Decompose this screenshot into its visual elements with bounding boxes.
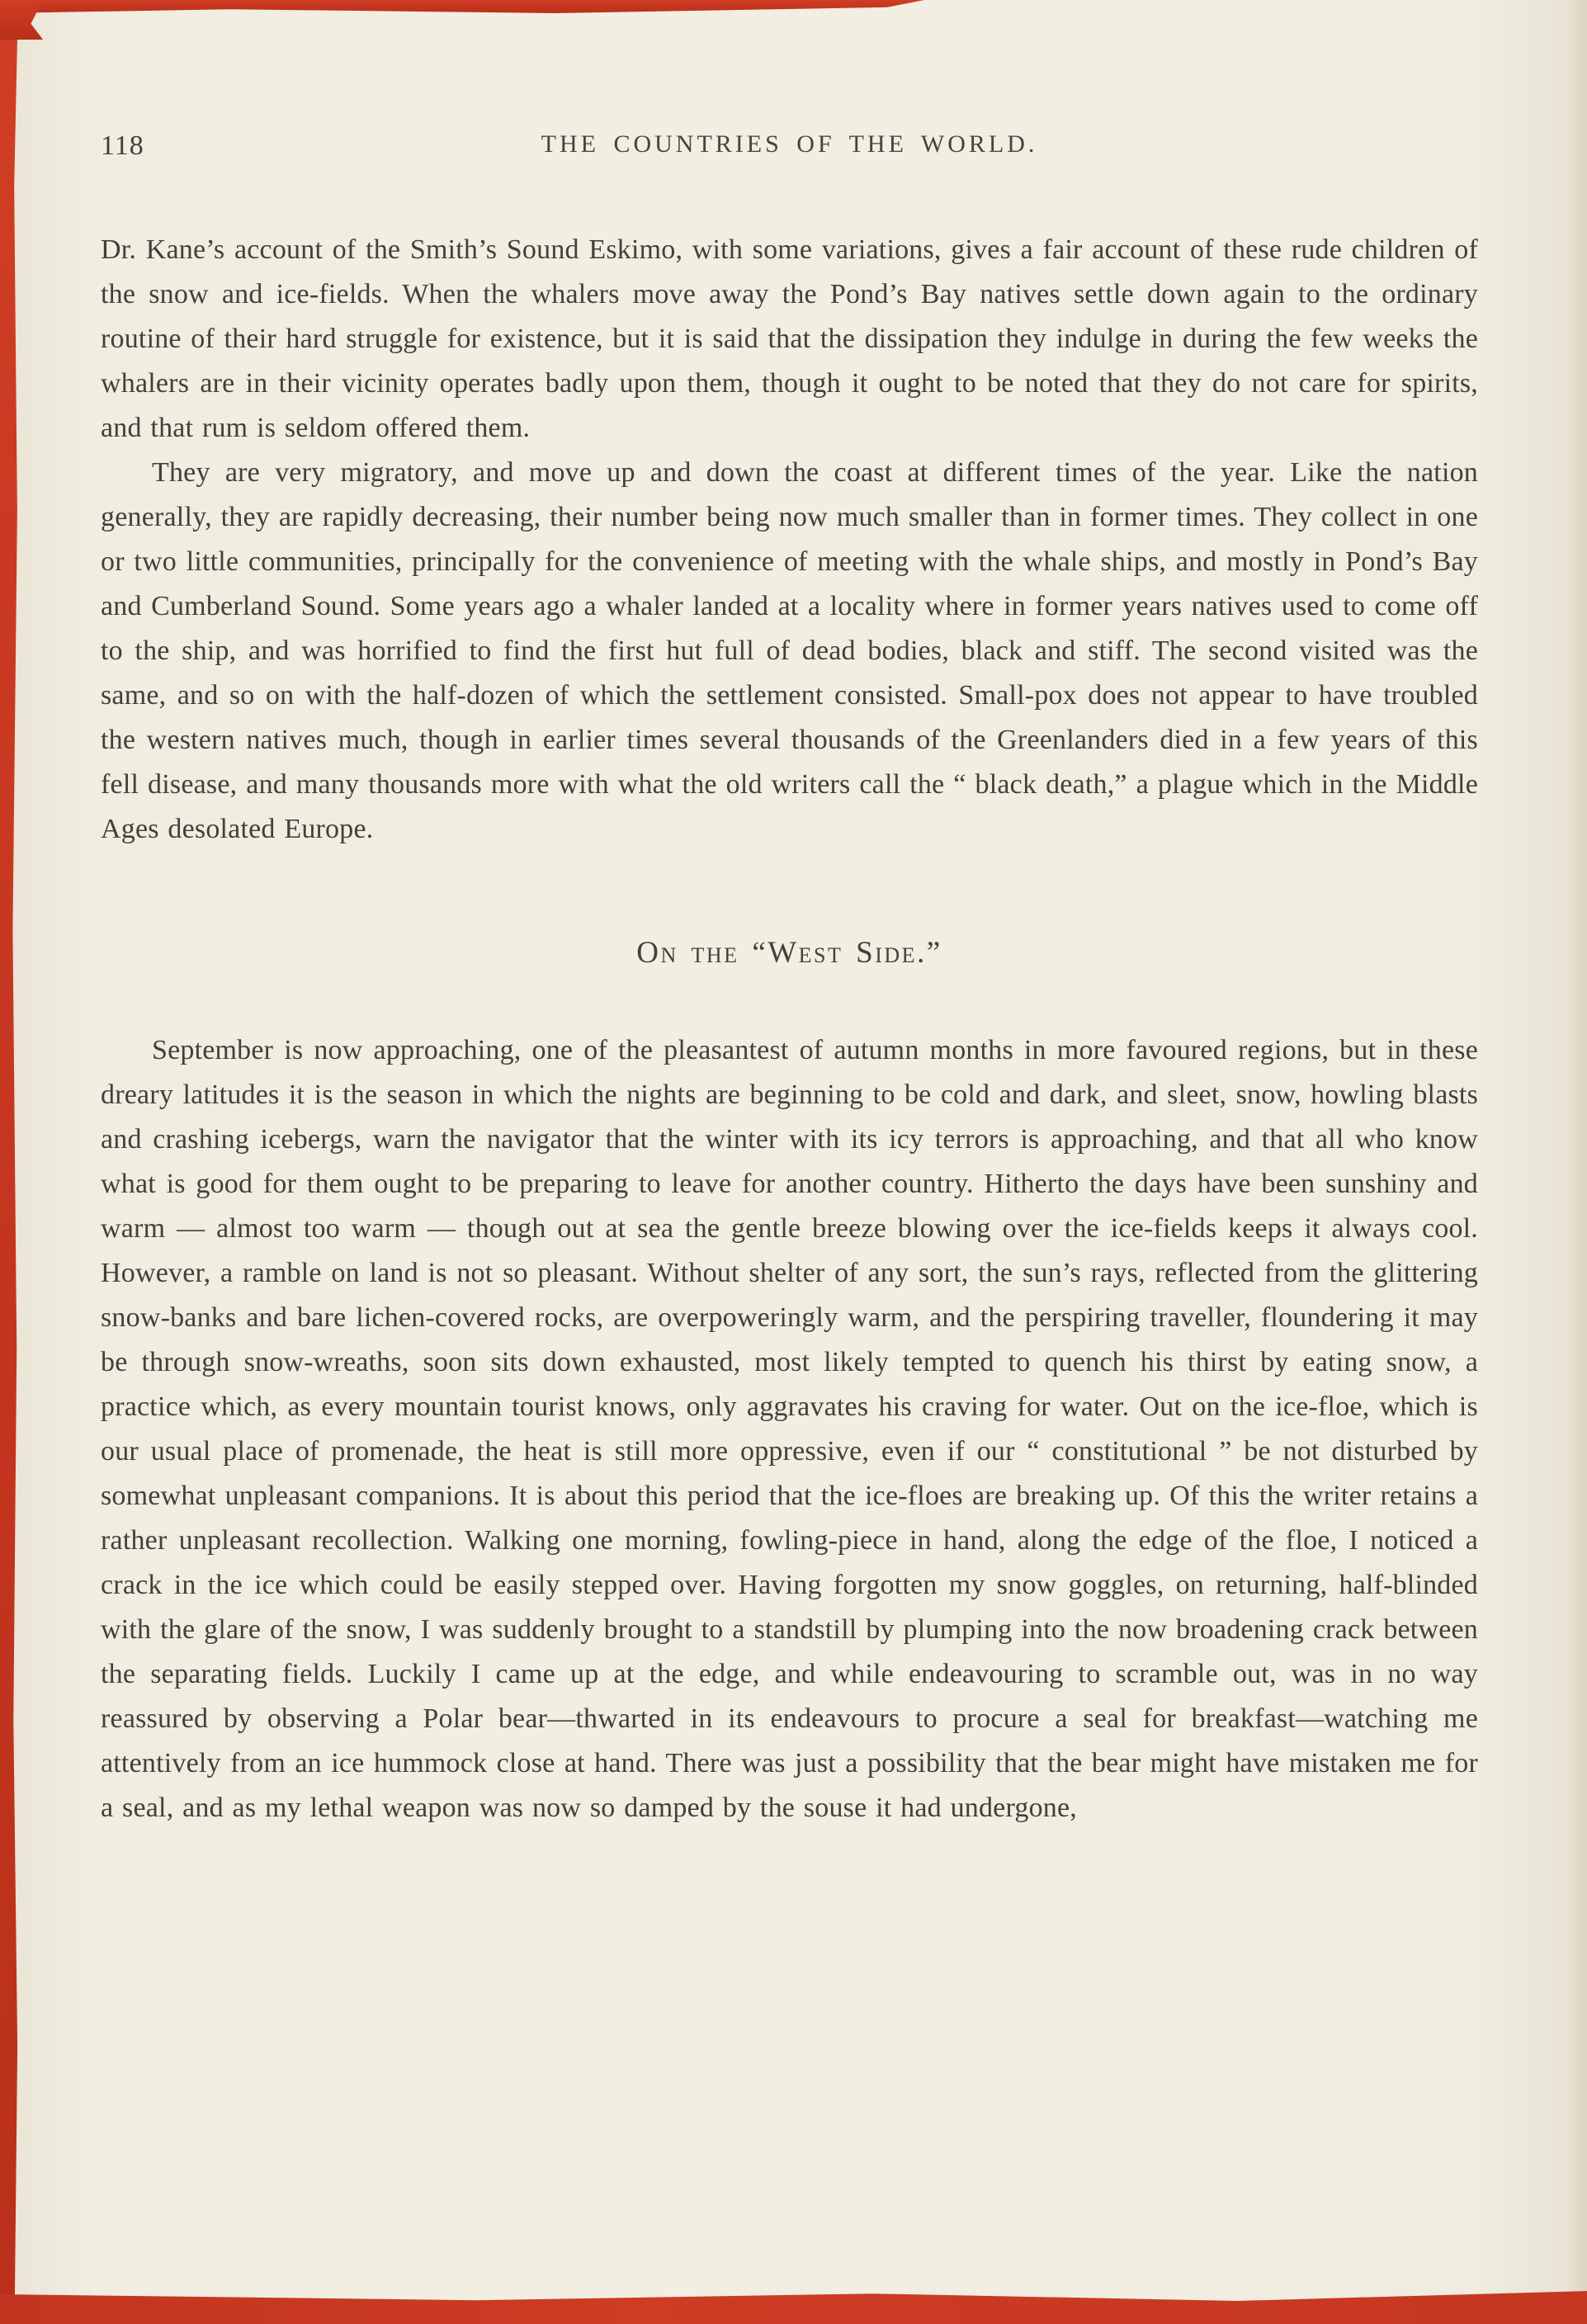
running-header: THE COUNTRIES OF THE WORLD. <box>541 130 1038 158</box>
section-heading: On the “West Side.” <box>636 936 942 970</box>
page-number: 118 <box>101 130 144 161</box>
text-block <box>101 228 1478 1830</box>
page-right-shade <box>1566 0 1587 2324</box>
page-header <box>101 130 1478 168</box>
paragraph-3: September is now approaching, one of the pleasantest of autumn months in more favoured regions, but in these dreary latitudes it is the season in which the nights are beginning to be cold and dark, and sleet, snow, howling blasts and crashing icebergs, warn the navigator that the winter with its icy terrors is approaching, and that all who know what is good for them ought to be preparing to leave for another country. Hitherto the days have been sunshiny and warm — almost too warm — though out at sea the gentle breeze blowing over the ice-fields keeps it always cool. However, a ramble on land is not so pleasant. Without shelter of any sort, the sun’s rays, reflected from the glittering snow-banks and bare lichen-covered rocks, are overpoweringly warm, and the perspiring traveller, floundering it may be through snow-wreaths, soon sits down exhausted, most likely tempted to quench his thirst by eating snow, a practice which, as every mountain tourist knows, only aggravates his craving for water. Out on the ice-floe, which is our usual place of promenade, the heat is still more oppressive, even if our “ constitutional ” be not disturbed by somewhat unpleasant companions. It is about this period that the ice-floes are breaking up. Of this the writer retains a rather unpleasant recollection. Walking one morning, fowling-piece in hand, along the edge of the floe, I noticed a crack in the ice which could be easily stepped over. Having forgotten my snow goggles, on returning, half-blinded with the glare of the snow, I was suddenly brought to a standstill by plumping into the now broadening crack between the separating fields. Luckily I came up at the edge, and while endeavouring to scramble out, was in no way reassured by observing a Polar bear—thwarted in its endeavours to procure a seal for breakfast—watching me attentively from an ice hummock close at hand. There was just a possibility that the bear might have mistaken me for a seal, and as my lethal weapon was now so damped by the souse it had undergone, <box>101 1035 1478 1823</box>
paragraph-1: Dr. Kane’s account of the Smith’s Sound Eskimo, with some variations, gives a fair account of these rude children of the snow and ice-fields. When the whalers move away the Pond’s Bay natives settle down again to the ordinary routine of their hard struggle for existence, but it is said that the dissipation they indulge in during the few weeks the whalers are in their vicinity operates badly upon them, though it ought to be noted that they do not care for spirits, and that rum is seldom offered them. <box>101 234 1478 443</box>
paragraph-2: They are very migratory, and move up and down the coast at different times of the year. Like the nation generally, they are rapidly decreasing, their number being now much smaller than in former times. They collect in one or two little communities, principally for the convenience of meeting with the whale ships, and mostly in Pond’s Bay and Cumberland Sound. Some years ago a whaler landed at a locality where in former years natives used to come off to the ship, and was horrified to find the first hut full of dead bodies, black and stiff. The second visited was the same, and so on with the half-dozen of which the settlement consisted. Small-pox does not appear to have troubled the western natives much, though in earlier times several thousands of the Greenlanders died in a few years of this fell disease, and many thousands more with what the old writers call the “ black death,” a plague which in the Middle Ages desolated Europe. <box>101 457 1478 844</box>
